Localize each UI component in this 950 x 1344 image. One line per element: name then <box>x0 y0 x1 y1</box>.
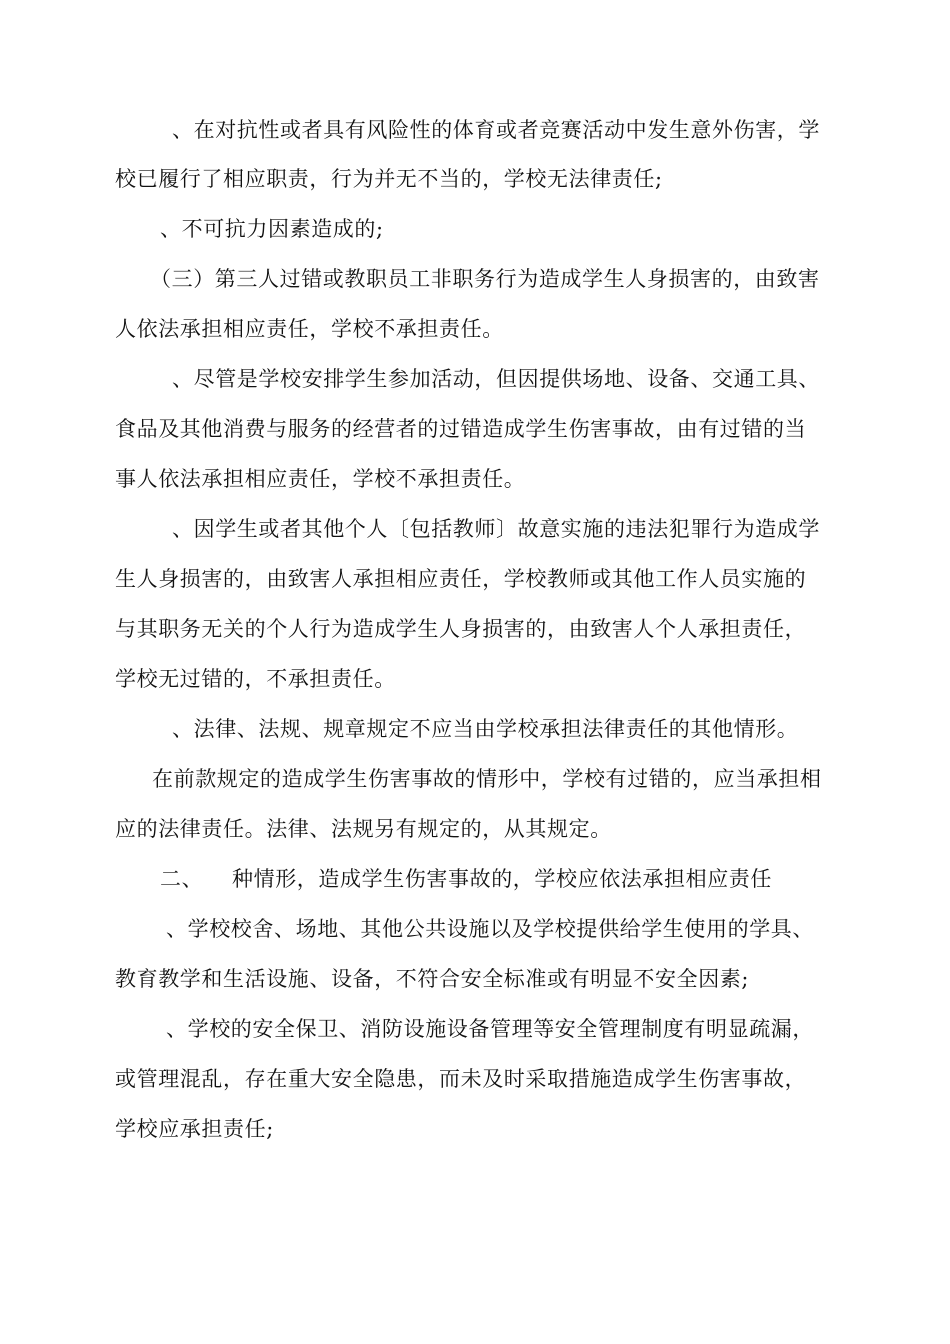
paragraph-line: 、学校校舍、场地、其他公共设施以及学校提供给学生使用的学具、 <box>166 917 814 941</box>
paragraph-line: 生人身损害的，由致害人承担相应责任，学校教师或其他工作人员实施的 <box>115 567 807 591</box>
paragraph-line: 应的法律责任。法律、法规另有规定的，从其规定。 <box>115 817 612 841</box>
paragraph-line: 或管理混乱，存在重大安全隐患，而未及时采取措施造成学生伤害事故， <box>115 1067 807 1091</box>
paragraph-line: （三）第三人过错或教职员工非职务行为造成学生人身损害的，由致害 <box>150 267 820 291</box>
paragraph-line: 、在对抗性或者具有风险性的体育或者竞赛活动中发生意外伤害，学 <box>172 118 820 142</box>
paragraph-line: 、法律、法规、规章规定不应当由学校承担法律责任的其他情形。 <box>172 717 799 741</box>
paragraph-line: 在前款规定的造成学生伤害事故的情形中，学校有过错的，应当承担相 <box>152 767 822 791</box>
section-heading: 种情形，造成学生伤害事故的，学校应依法承担相应责任 <box>232 867 772 891</box>
paragraph-line: 、因学生或者其他个人〔包括教师〕故意实施的违法犯罪行为造成学 <box>172 517 820 541</box>
paragraph-line: 、不可抗力因素造成的; <box>160 217 384 241</box>
paragraph-line: 、学校的安全保卫、消防设施设备管理等安全管理制度有明显疏漏， <box>166 1017 814 1041</box>
paragraph-line: 校已履行了相应职责，行为并无不当的，学校无法律责任; <box>115 167 663 191</box>
paragraph-line: 食品及其他消费与服务的经营者的过错造成学生伤害事故，由有过错的当 <box>115 417 807 441</box>
paragraph-line: 与其职务无关的个人行为造成学生人身损害的，由致害人个人承担责任， <box>115 617 807 641</box>
section-number: 二、 <box>160 867 204 891</box>
paragraph-line: 学校应承担责任; <box>115 1117 274 1141</box>
paragraph-line: 学校无过错的，不承担责任。 <box>115 667 396 691</box>
paragraph-line: 教育教学和生活设施、设备，不符合安全标准或有明显不安全因素; <box>115 967 750 991</box>
paragraph-line: 事人依法承担相应责任，学校不承担责任。 <box>115 467 526 491</box>
paragraph-line: 人依法承担相应责任，学校不承担责任。 <box>115 317 504 341</box>
paragraph-line: 、尽管是学校安排学生参加活动，但因提供场地、设备、交通工具、 <box>172 367 820 391</box>
